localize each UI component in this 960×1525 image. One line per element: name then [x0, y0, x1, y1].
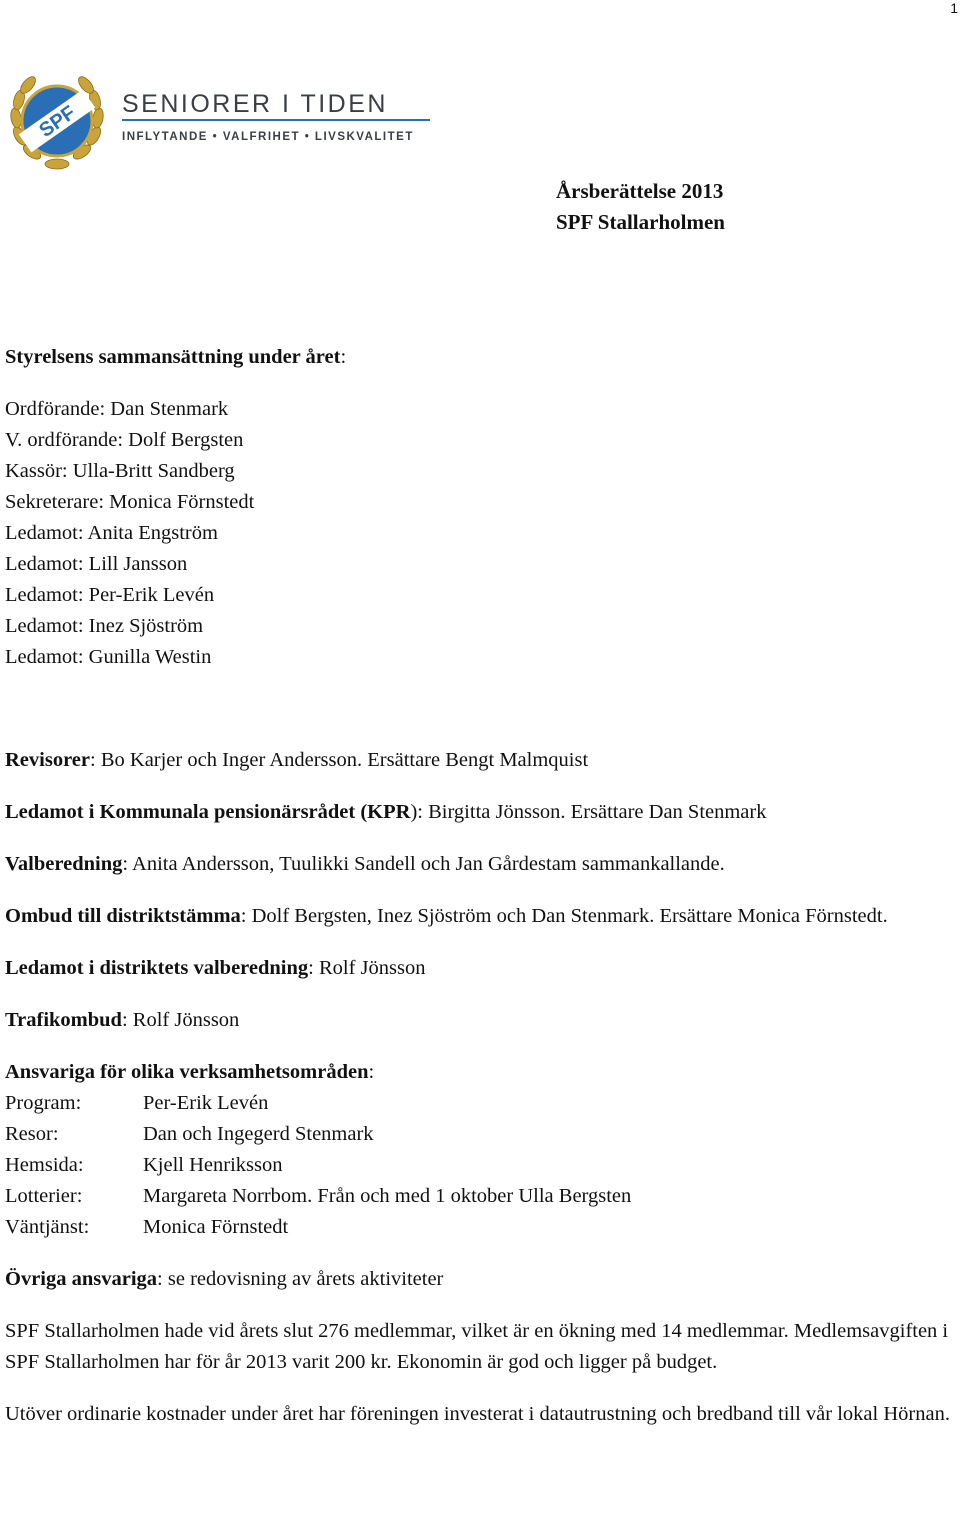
document-title [556, 176, 725, 238]
paragraph-investments: Utöver ordinarie kostnader under året har föreningen investerat i datautrustning och bredband till vår lokal Hörnan. [5, 1403, 950, 1425]
board-member: Ledamot: Inez Sjöström [5, 615, 204, 637]
logo-tagline: INFLYTANDE • VALFRIHET • LIVSKVALITET [122, 131, 414, 143]
section-distrikt-valberedning: Ledamot i distriktets valberedning: Rolf Jönsson [5, 957, 426, 979]
spf-emblem-icon [6, 66, 436, 178]
section-trafikombud: Trafikombud: Rolf Jönsson [5, 1009, 240, 1031]
section-ovriga-ansvariga: Övriga ansvariga: se redovisning av årets aktiviteter [5, 1268, 444, 1290]
board-member: Ledamot: Per-Erik Levén [5, 584, 215, 606]
title-line-1: Årsberättelse 2013 [556, 179, 724, 203]
section-ombud: Ombud till distriktstämma: Dolf Bergsten, Inez Sjöström och Dan Stenmark. Ersättare Monica Förnstedt. [5, 905, 888, 927]
board-member: Ledamot: Lill Jansson [5, 553, 188, 575]
section-kpr: Ledamot i Kommunala pensionärsrådet (KPR): Birgitta Jönsson. Ersättare Dan Stenmark [5, 801, 767, 823]
paragraph-membership: SPF Stallarholmen hade vid årets slut 276 medlemmar, vilket är en ökning med 14 medlemmar. Medlemsavgiften i SPF Stallarholmen har för år 2013 varit 200 kr. Ekonomin är god och ligger på budget. [5, 1320, 949, 1373]
responsibility-row: Resor: Dan och Ingegerd Stenmark [5, 1123, 374, 1145]
board-member: Ledamot: Gunilla Westin [5, 646, 212, 668]
responsibilities-list [5, 1088, 955, 1243]
responsibilities-heading: Ansvariga för olika verksamhetsområden: [5, 1061, 375, 1083]
section-valberedning: Valberedning: Anita Andersson, Tuulikki Sandell och Jan Gårdestam sammankallande. [5, 853, 725, 875]
logo-name: SENIORER I TIDEN [122, 90, 388, 118]
spf-logo [6, 66, 436, 178]
board-members-list [5, 394, 955, 673]
responsibility-row: Lotterier: Margareta Norrbom. Från och med 1 oktober Ulla Bergsten [5, 1185, 632, 1207]
responsibility-row: Väntjänst: Monica Förnstedt [5, 1216, 289, 1238]
document-body [5, 342, 955, 1430]
logo-badge-text: SPF [35, 101, 80, 142]
responsibility-row: Hemsida: Kjell Henriksson [5, 1154, 283, 1176]
title-line-2: SPF Stallarholmen [556, 210, 725, 234]
board-member: Ledamot: Anita Engström [5, 522, 218, 544]
board-member: Ordförande: Dan Stenmark [5, 398, 229, 420]
section-revisorer: Revisorer: Bo Karjer och Inger Andersson. Ersättare Bengt Malmquist [5, 749, 589, 771]
board-member: V. ordförande: Dolf Bergsten [5, 429, 244, 451]
board-member: Sekreterare: Monica Förnstedt [5, 491, 255, 513]
responsibility-row: Program: Per-Erik Levén [5, 1092, 269, 1114]
page-number: 1 [950, 0, 958, 16]
board-heading: Styrelsens sammansättning under året: [5, 346, 347, 368]
board-member: Kassör: Ulla-Britt Sandberg [5, 460, 235, 482]
